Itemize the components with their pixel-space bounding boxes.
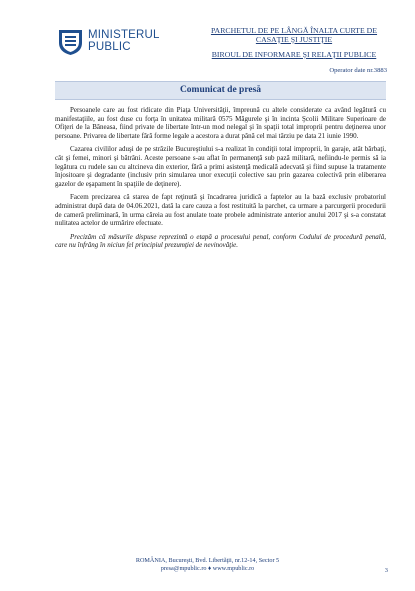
document-body bbox=[55, 106, 386, 255]
logo bbox=[57, 27, 172, 57]
header-office: BIROUL DE INFORMARE ŞI RELAŢII PUBLICE bbox=[211, 50, 377, 59]
logo-line2: PUBLIC bbox=[88, 41, 131, 53]
paragraph: Facem precizarea că starea de fapt reţinută şi încadrarea juridică a faptelor au la bază exclusiv probatoriul administrat după data de 04.06.2021, dată la care cauza a fost restituită la parchet, ca urmare a parcurgerii procedurii de cameră preliminară, în urma căreia au fost anulate toate probele administrate anterior anului 2017 şi s-a constatat nulitatea actelor de urmărire efectuate. bbox=[55, 193, 386, 228]
footer-website-link[interactable]: www.mpublic.ro bbox=[212, 565, 255, 572]
footer-email-link[interactable]: presa@mpublic.ro bbox=[160, 565, 207, 572]
ministry-emblem-icon bbox=[57, 27, 84, 56]
footer bbox=[0, 557, 415, 573]
footer-contact bbox=[0, 565, 415, 573]
page-number: 3 bbox=[384, 567, 388, 574]
operator-number: Operator date nr.3883 bbox=[329, 67, 387, 74]
header-institution-line2: CASAŢIE ŞI JUSTIŢIE bbox=[255, 35, 333, 44]
footer-separator: ♦ bbox=[208, 565, 212, 572]
paragraph: Cazarea civililor aduşi de pe străzile Bucureştiului s-a realizat în condiţii total improprii, în garaje, atât bărbaţi, cât şi femei, minori şi bătrâni. Aceste persoane s-au aflat în permanenţă sub pază militară, nefiindu-le permis să ia legătura cu rudele sau cu altcineva din exterior, fără a primi asistenţă medicală adecvată şi fiind supuse la tratamente înjositoare şi degradante (inclusiv prin simularea unor execuţii colective sau prin gazarea colectivă prin eliberarea gazelor de eşapament în spaţiile de deţinere). bbox=[55, 145, 386, 188]
logo-text bbox=[88, 29, 160, 53]
header-institution-line1: PARCHETUL DE PE LÂNGĂ ÎNALTA CURTE DE bbox=[210, 26, 378, 35]
paragraph-italic: Precizăm că măsurile dispuse reprezintă o etapă a procesului penal, conform Codului de procedură penală, care nu înfrâng în niciun fel principiul prezumţiei de nevinovăţie. bbox=[55, 232, 386, 250]
logo-line1: MINISTERUL bbox=[88, 29, 160, 41]
footer-address: ROMÂNIA, Bucureşti, Bvd. Libertăţii, nr.12-14, Sector 5 bbox=[135, 557, 280, 564]
page-title: Comunicat de presă bbox=[55, 81, 386, 100]
paragraph: Persoanele care au fost ridicate din Piaţa Universităţii, împreună cu altele considerate ca având legătură cu manifestaţiile, au fost duse cu forţa în unitatea militară 0575 Măgurele şi în incinta Şcolii Militare Superioare de Ofiţeri de la Băneasa, fiind private de libertate într-un mod nelegal şi în spaţii total improprii pentru deţinerea unor persoane. Privarea de libertate fără forme legale a acestora a durat până cel mai târziu pe data 21 iunie 1990. bbox=[55, 106, 386, 140]
